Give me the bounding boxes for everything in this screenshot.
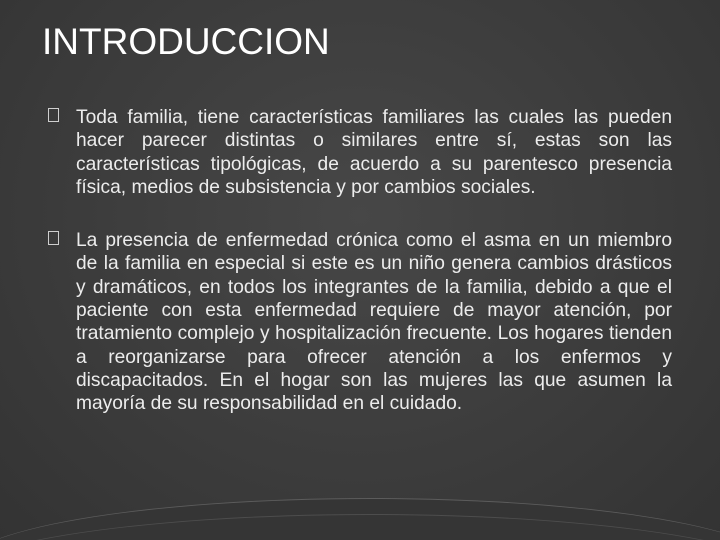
square-bullet-icon <box>48 108 59 122</box>
bullet-item-2 <box>48 229 672 415</box>
slide-title: INTRODUCCION <box>42 21 330 62</box>
bullet-text-2: La presencia de enfermedad crónica como el asma en un miembro de la familia en especial si este es un niño genera cambios drásticos y dramáticos, en todos los integrantes de la familia, debido a que el paciente con esta enfermedad requiere de mayor atención, por tratamiento complejo y hospitalización frecuente. Los hogares tienden a reorganizarse para ofrecer atención a los enfermos y discapacitados. En el hogar son las mujeres las que asumen la mayoría de su responsabilidad en el cuidado. <box>76 230 672 415</box>
square-bullet-icon <box>48 231 59 245</box>
bullet-list <box>48 106 672 446</box>
bullet-item-1 <box>48 106 672 199</box>
bullet-text-1: Toda familia, tiene características familiares las cuales las pueden hacer parecer distintas o similares entre sí, estas son las características tipológicas, de acuerdo a su parentesco presencia física, medios de subsistencia y por cambios sociales. <box>76 107 672 198</box>
